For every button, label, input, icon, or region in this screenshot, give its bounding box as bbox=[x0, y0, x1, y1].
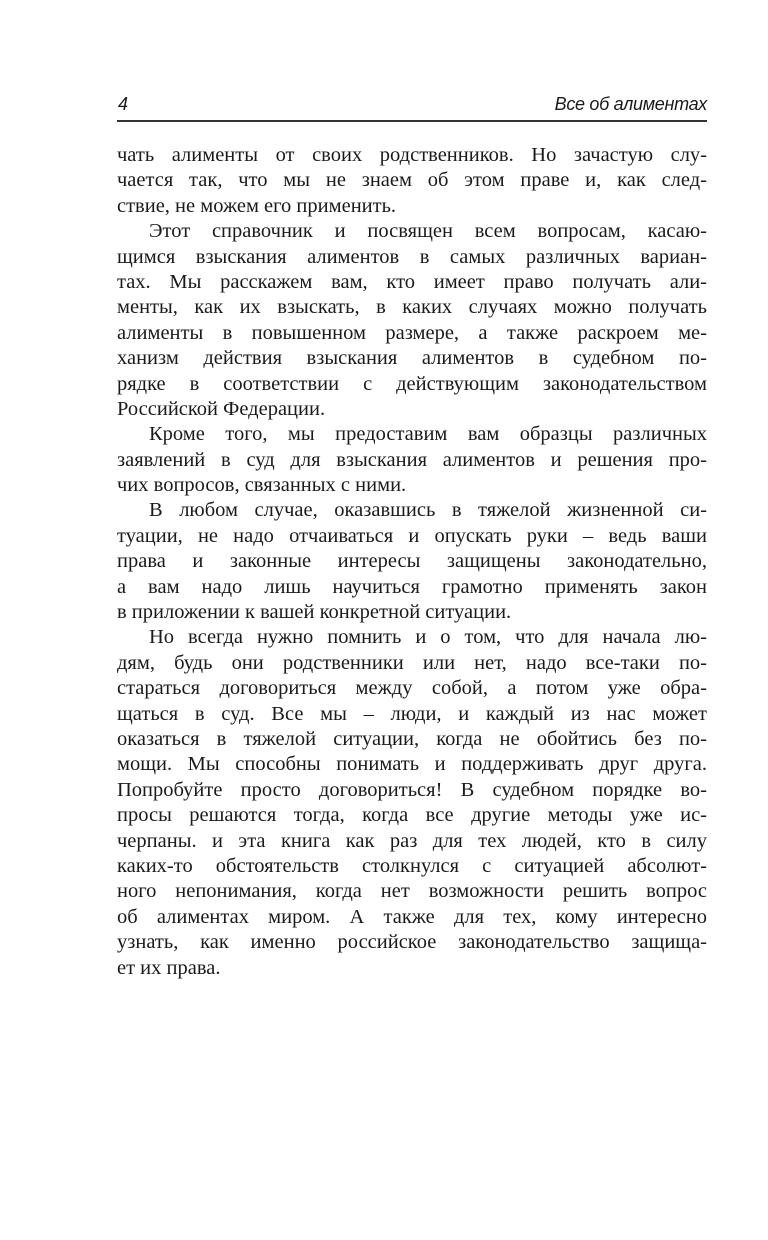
paragraph bbox=[117, 625, 707, 980]
text-line: черпаны. и эта книга как раз для тех людей, кто в силу bbox=[117, 829, 707, 852]
paragraph bbox=[117, 143, 707, 219]
text-line: в приложении к вашей конкретной ситуации. bbox=[117, 601, 512, 624]
text-line: заявлений в суд для взыскания алиментов и решения про- bbox=[117, 448, 707, 471]
text-line: рядке в соответствии с действующим законодательством bbox=[117, 372, 707, 395]
text-line: стараться договориться между собой, а потом уже обра- bbox=[117, 677, 707, 700]
text-line: щаться в суд. Все мы – люди, и каждый из нас может bbox=[117, 702, 707, 725]
page-number: 4 bbox=[118, 94, 129, 114]
text-line: Этот справочник и посвящен всем вопросам, касаю- bbox=[149, 220, 707, 243]
text-line: Кроме того, мы предоставим вам образцы различных bbox=[149, 423, 707, 446]
text-line: а вам надо лишь научиться грамотно применять закон bbox=[117, 575, 707, 598]
text-line: чается так, что мы не знаем об этом праве и, как след- bbox=[117, 169, 707, 192]
text-line: об алиментах миром. А также для тех, кому интересно bbox=[117, 905, 707, 928]
text-line: узнать, как именно российское законодательство защища- bbox=[117, 931, 707, 954]
running-title: Все об алиментах bbox=[554, 94, 707, 114]
text-line: ханизм действия взыскания алиментов в судебном по- bbox=[117, 347, 707, 370]
text-line: чих вопросов, связанных с ними. bbox=[117, 474, 407, 497]
text-line: В любом случае, оказавшись в тяжелой жизненной си- bbox=[149, 499, 707, 522]
text-line: ного непонимания, когда нет возможности решить вопрос bbox=[117, 880, 707, 903]
paragraph bbox=[117, 498, 707, 625]
text-line: Но всегда нужно помнить и о том, что для начала лю- bbox=[149, 626, 707, 649]
text-line: дям, будь они родственники или нет, надо все-таки по- bbox=[117, 651, 707, 674]
text-line: туации, не надо отчаиваться и опускать руки – ведь ваши bbox=[117, 524, 707, 547]
text-line: чать алименты от своих родственников. Но зачастую слу- bbox=[117, 144, 707, 166]
text-line: щимся взыскания алиментов в самых различных вариан- bbox=[117, 245, 707, 268]
text-line: Российской Федерации. bbox=[117, 397, 326, 420]
text-line: каких-то обстоятельств столкнулся с ситуацией абсолют- bbox=[117, 854, 707, 877]
text-line: ет их права. bbox=[117, 956, 221, 979]
text-line: алименты в повышенном размере, а также раскроем ме- bbox=[117, 321, 707, 344]
text-line: просы решаются тогда, когда все другие методы уже ис- bbox=[117, 804, 707, 827]
running-header bbox=[117, 92, 707, 122]
text-line: мощи. Мы способны понимать и поддерживать друг друга. bbox=[117, 753, 707, 776]
text-line: оказаться в тяжелой ситуации, когда не обойтись без по- bbox=[117, 727, 707, 750]
text-line: менты, как их взыскать, в каких случаях можно получать bbox=[117, 296, 707, 319]
body-text bbox=[117, 143, 707, 981]
text-line: тах. Мы расскажем вам, кто имеет право получать али- bbox=[117, 270, 707, 293]
paragraph bbox=[117, 422, 707, 498]
paragraph bbox=[117, 219, 707, 422]
text-line: ствие, не можем его применить. bbox=[117, 194, 397, 217]
text-line: Попробуйте просто договориться! В судебном порядке во- bbox=[117, 778, 707, 801]
text-line: права и законные интересы защищены законодательно, bbox=[117, 550, 707, 573]
